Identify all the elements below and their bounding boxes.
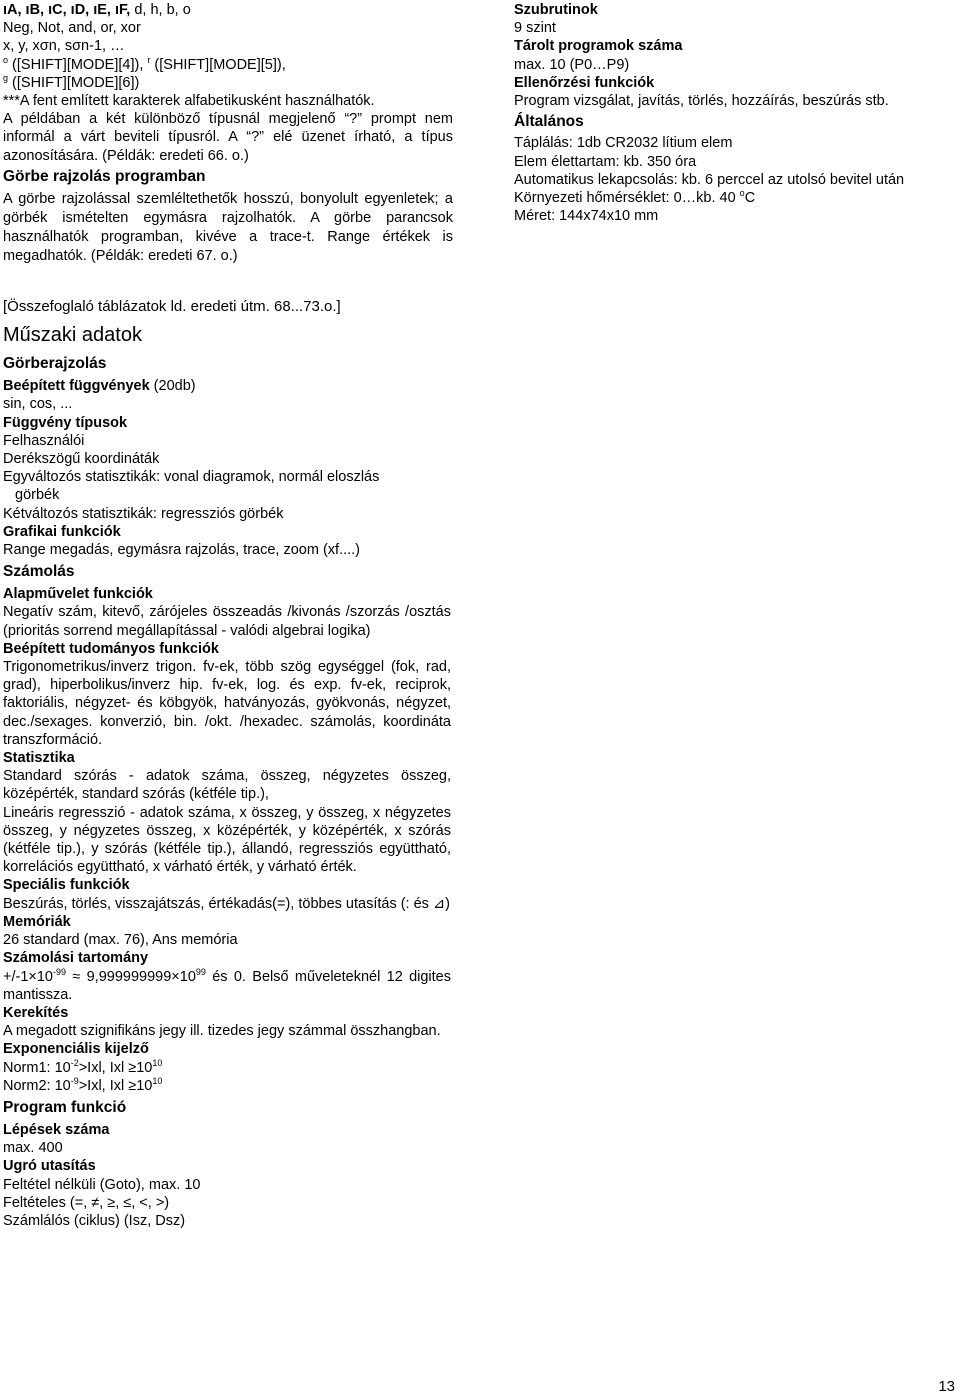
degree-superscript: o [739, 188, 745, 199]
note-line: ***A fent említett karakterek alfabetikusként használhatók. [3, 93, 375, 110]
jump-conditional: Feltételes (=, ≠, ≥, ≤, <, >) [3, 1194, 170, 1211]
subroutines-heading: Szubrutinok [514, 2, 598, 18]
statistics-heading: Statisztika [3, 750, 75, 767]
graph-paragraph: A görbe rajzolással szemléltethetők hosszú, bonyolult egyenletek; a görbék ismételten egymásra rajzolhatók. A görbe parancsok használhatók programban, kivéve a trace-t. Range értékek is megadhatók. (Példák: eredeti 67. o.) [3, 190, 453, 264]
symbol-line-2: Neg, Not, and, or, xor [3, 20, 141, 37]
right-top-column [514, 1, 944, 225]
left-top-column [3, 1, 453, 266]
symbol-line-1 [3, 1, 453, 19]
symbol-line-4 [3, 56, 453, 74]
function-type-user: Felhasználói [3, 432, 85, 449]
summary-reference: [Összefoglaló táblázatok ld. eredeti útm. 68...73.o.] [3, 298, 341, 315]
function-types-heading: Függvény típusok [3, 414, 128, 431]
range-min-exponent: -99 [53, 966, 67, 977]
steps-heading: Lépések száma [3, 1121, 110, 1138]
general-heading: Általános [514, 113, 584, 131]
norm2-exponent: -9 [70, 1075, 79, 1086]
jump-unconditional: Feltétel nélküli (Goto), max. 10 [3, 1176, 201, 1193]
norm2-base: Norm2: 10 [3, 1077, 71, 1094]
function-type-cartesian: Derékszögű koordináták [3, 451, 160, 468]
subroutines-value: 9 szint [514, 20, 556, 37]
jump-counter-loop: Számlálós (ciklus) (Isz, Dsz) [3, 1212, 186, 1229]
section-program-function: Program funkció [3, 1098, 127, 1116]
norm1-exponent: -2 [70, 1057, 79, 1068]
basic-operations-value: Negatív szám, kitevő, zárójeles összeadás /kivonás /szorzás /osztás (prioritás sorrend megállapítással - valódi algebrai logika) [3, 604, 451, 639]
celsius-unit: C [744, 190, 756, 207]
dimensions: Méret: 144x74x10 mm [514, 208, 659, 225]
prompt-paragraph: A példában a két különböző típusnál megjelenő “?” prompt nem informál a várt beviteli típusról. A “?” elé üzenet írható, a típus azonosítására. (Példák: eredeti 66. o.) [3, 111, 453, 164]
calculation-range-heading: Számolási tartomány [3, 950, 149, 967]
norm1-value [3, 1059, 451, 1077]
linear-regression-value: Lineáris regresszió - adatok száma, x összeg, y összeg, x négyzetes összeg, y négyzetes összeg, x középérték, y középérték, x szórás (kétféle tip.), y szórás (kétféle tip.), állandó, regressziós együttható, korrelációs együttható, x várható érték, y várható érték. [3, 804, 451, 876]
shift-mode-6: ([SHIFT][MODE][6]) [8, 74, 140, 91]
check-functions-heading: Ellenőrzési funkciók [514, 74, 655, 91]
norm2-value [3, 1077, 451, 1095]
memories-value: 26 standard (max. 76), Ans memória [3, 932, 238, 949]
rounding-heading: Kerekítés [3, 1004, 69, 1021]
battery-life: Elem élettartam: kb. 350 óra [514, 153, 697, 170]
stored-programs-heading: Tárolt programok száma [514, 38, 683, 55]
shift-mode-4: ([SHIFT][MODE][4]), [8, 56, 148, 73]
builtin-functions-count: (20db) [149, 378, 196, 395]
exponential-display-heading: Exponenciális kijelző [3, 1041, 149, 1058]
radian-superscript: r [147, 54, 151, 65]
function-type-single-var-stats-cont: görbék [15, 487, 60, 504]
section-calculation: Számolás [3, 563, 75, 581]
special-functions-value: Beszúrás, törlés, visszajátszás, értékadás(=), többes utasítás (: és ⊿) [3, 895, 450, 912]
symbol-line-5 [3, 74, 453, 92]
graphic-functions-heading: Grafikai funkciók [3, 523, 121, 540]
norm2-condition: >Ixl, Ixl ≥10 [78, 1077, 153, 1094]
scientific-functions-heading: Beépített tudományos funkciók [3, 640, 219, 657]
special-functions-heading: Speciális funkciók [3, 877, 130, 894]
left-main-column [3, 298, 451, 1230]
scientific-functions-value: Trigonometrikus/inverz trigon. fv-ek, több szög egységgel (fok, rad, grad), hiperbolikus/inverz hip. fv-ek, log. és exp. fv-ek, reciprok, faktoriális, négyzet- és köbgyök, hatványozás, gyökvonás, négyzet, dec./sexages. konverzió, bin. /okt. /hexadec. számolás, koordináta transzformáció. [3, 659, 451, 748]
norm1-base: Norm1: 10 [3, 1059, 71, 1076]
calculation-range-value [3, 968, 451, 1004]
section-graphing: Görberajzolás [3, 355, 107, 373]
rounding-value: A megadott szignifikáns jegy ill. tizedes jegy számmal összhangban. [3, 1023, 441, 1040]
grad-superscript: g [3, 72, 9, 83]
basic-operations-heading: Alapművelet funkciók [3, 586, 153, 603]
check-functions-value: Program vizsgálat, javítás, törlés, hozzáírás, beszúrás stb. [514, 93, 889, 110]
range-max: ≈ 9,999999999×10 [66, 968, 196, 985]
function-type-two-var-stats: Kétváltozós statisztikák: regressziós görbék [3, 505, 284, 522]
norm1-condition: >Ixl, Ixl ≥10 [78, 1059, 153, 1076]
page-number: 13 [938, 1377, 955, 1395]
builtin-functions-label: Beépített függvények [3, 378, 150, 395]
builtin-functions-value: sin, cos, ... [3, 396, 73, 413]
degree-superscript: o [3, 54, 9, 65]
graphic-functions-value: Range megadás, egymásra rajzolás, trace, zoom (xf....) [3, 542, 361, 559]
range-min: +/-1×10 [3, 968, 53, 985]
section-heading-graph-programming: Görbe rajzolás programban [3, 167, 206, 185]
function-type-single-var-stats: Egyváltozós statisztikák: vonal diagramok, normál eloszlás [3, 469, 380, 486]
memories-heading: Memóriák [3, 913, 71, 930]
ambient-temperature [514, 189, 944, 207]
symbol-line-3: x, y, xσn, sσn-1, … [3, 38, 125, 55]
auto-power-off: Automatikus lekapcsolás: kb. 6 perccel az utolsó bevitel után [514, 171, 905, 188]
norm2-upper-exponent: 10 [152, 1075, 163, 1086]
standard-deviation-value: Standard szórás - adatok száma, összeg, négyzetes összeg, középérték, standard szórás (kétféle tip.), [3, 768, 451, 803]
page-title: Műszaki adatok [3, 324, 142, 347]
base-symbols: d, h, b, o [130, 2, 191, 18]
steps-value: max. 400 [3, 1140, 63, 1157]
power-supply: Táplálás: 1db CR2032 lítium elem [514, 135, 733, 152]
range-note: és 0. Belső műveleteknél 12 digites mantissza. [3, 968, 451, 1003]
shift-mode-5: ([SHIFT][MODE][5]), [150, 56, 286, 73]
builtin-functions [3, 377, 451, 395]
range-max-exponent: 99 [195, 966, 206, 977]
stored-programs-value: max. 10 (P0…P9) [514, 56, 630, 73]
hex-symbols: ıA, ıB, ıC, ıD, ıE, ıF, [3, 2, 131, 18]
temperature-range: Környezeti hőmérséklet: 0…kb. 40 [514, 190, 740, 207]
norm1-upper-exponent: 10 [152, 1057, 163, 1068]
jump-instruction-heading: Ugró utasítás [3, 1158, 96, 1175]
